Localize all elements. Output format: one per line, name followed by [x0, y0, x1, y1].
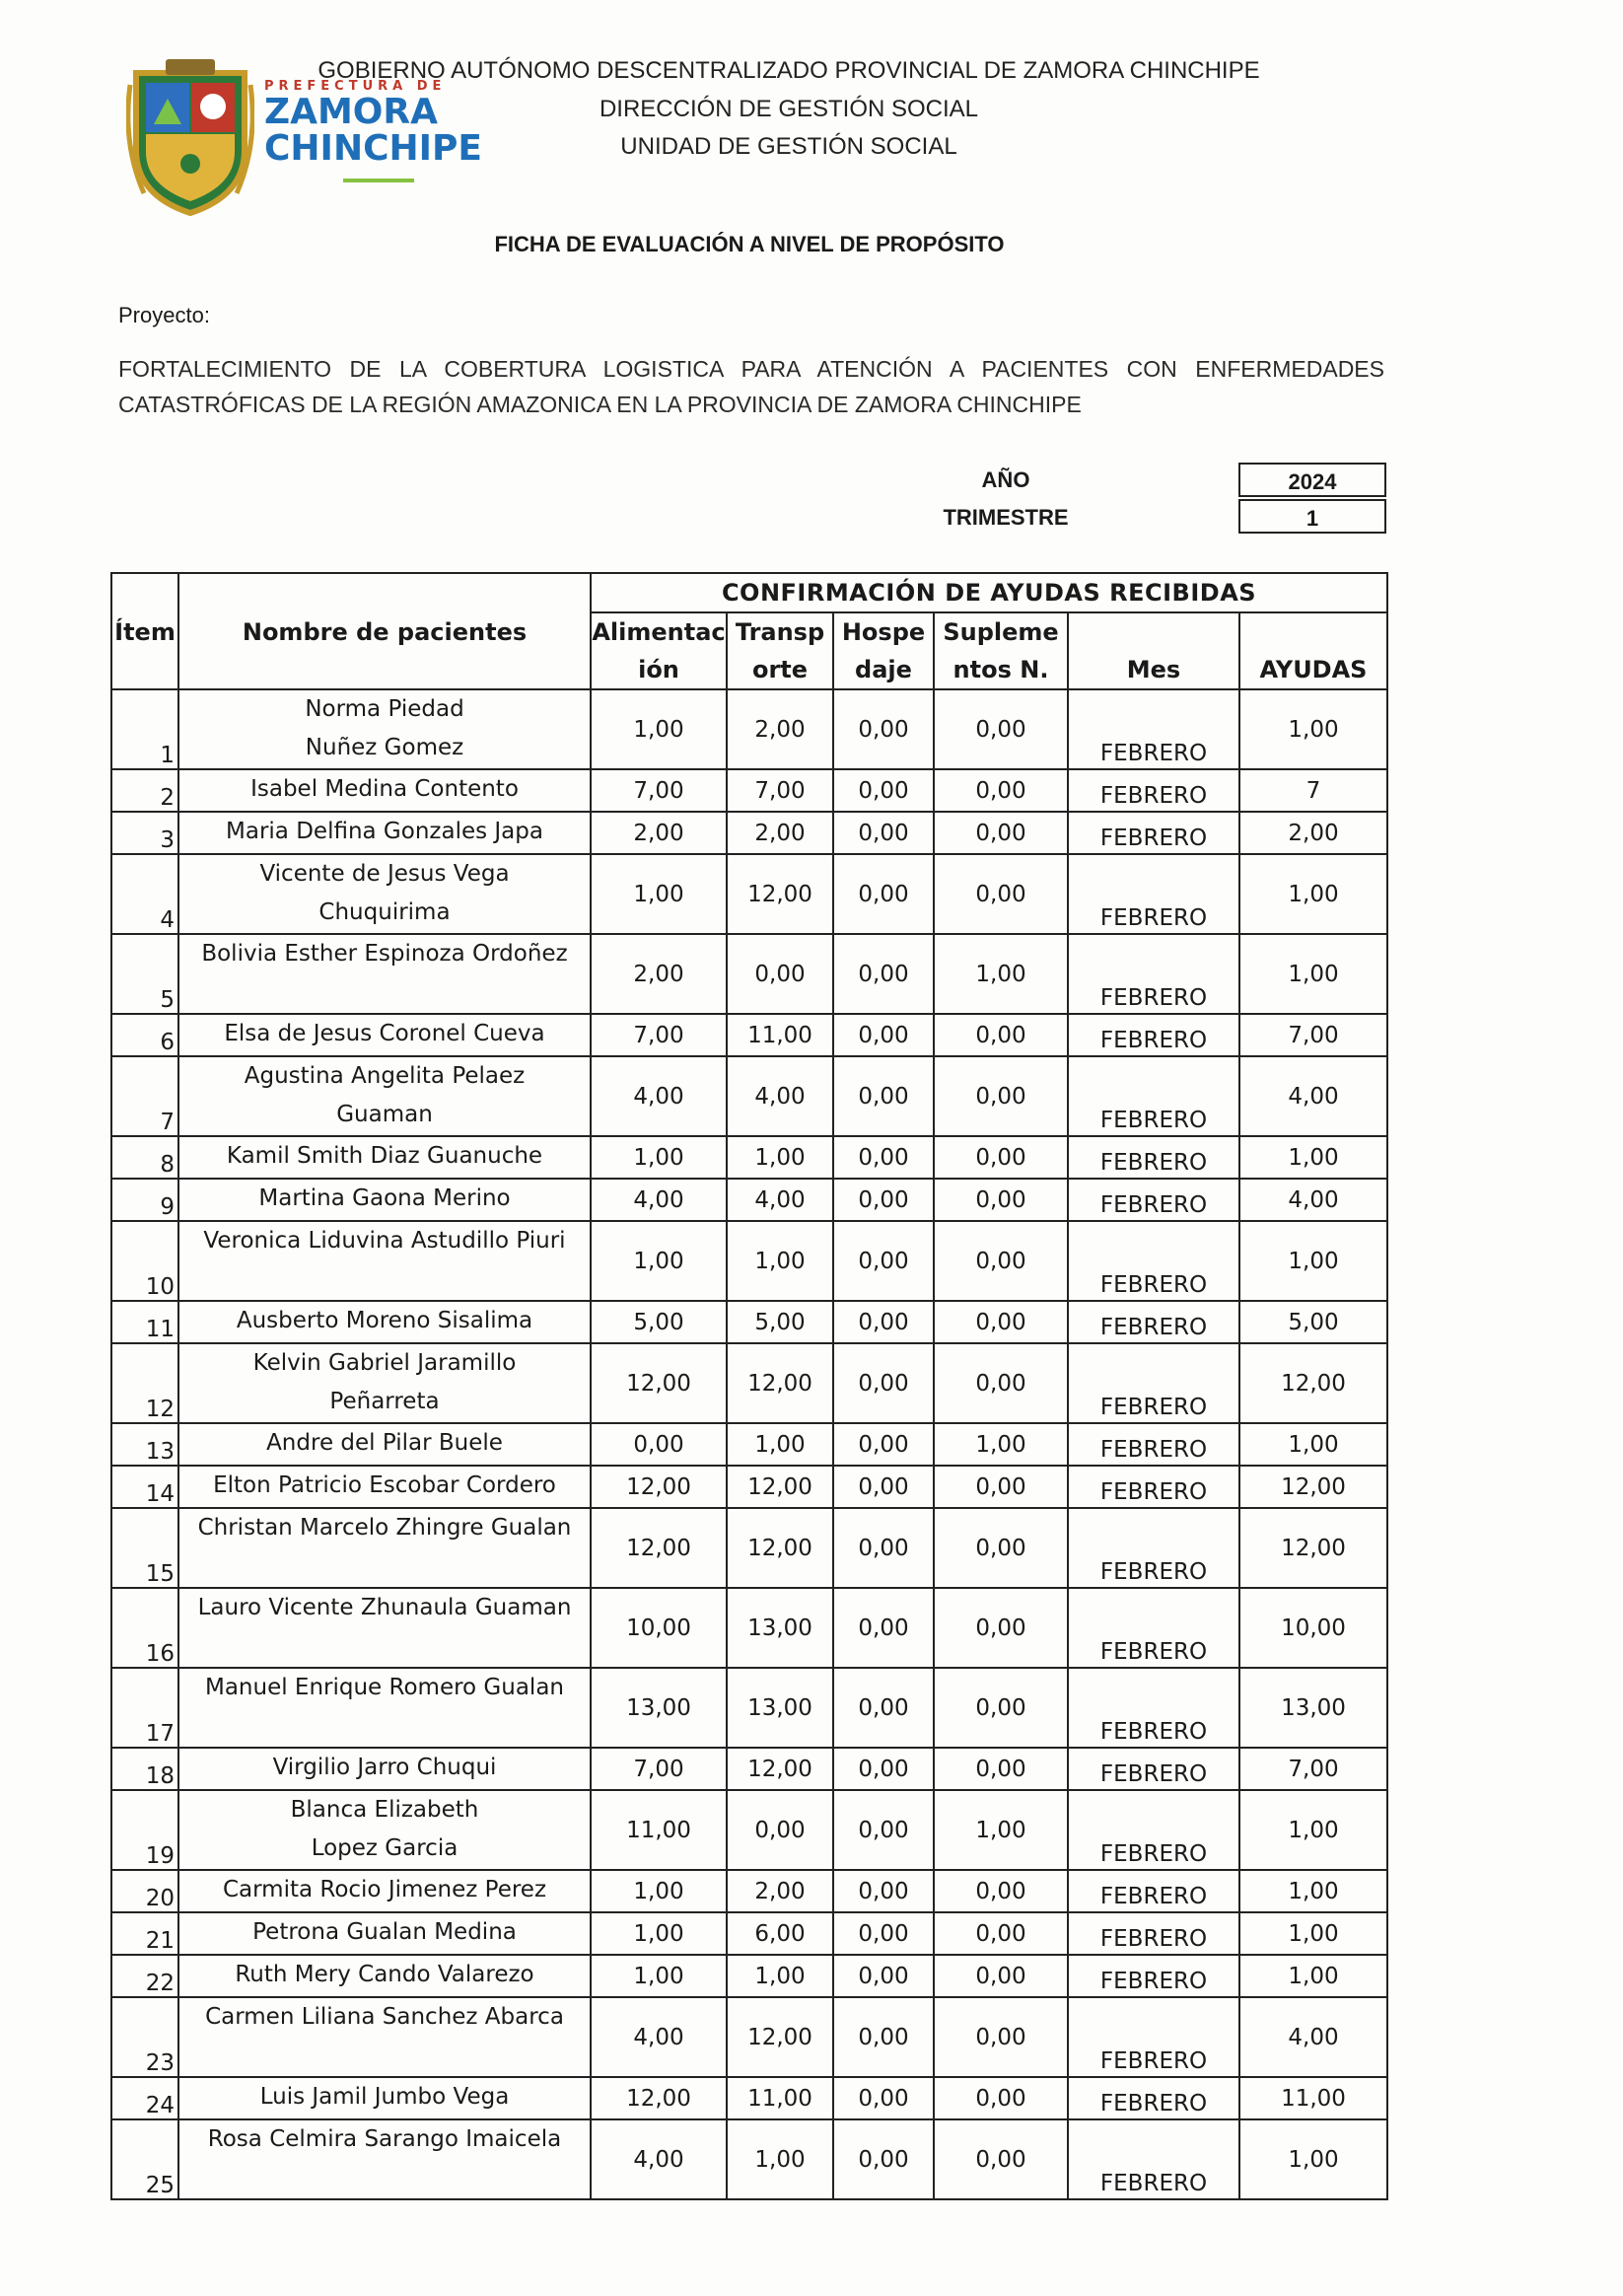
- mes-cell: FEBRERO: [1068, 1466, 1239, 1508]
- patient-name-cell: [178, 1466, 591, 1508]
- hospedaje-cell: 0,00: [833, 1870, 934, 1912]
- ayudas-cell: 1,00: [1239, 1870, 1387, 1912]
- hospedaje-cell: 0,00: [833, 1179, 934, 1221]
- patient-name-line: Peñarreta: [329, 1389, 440, 1414]
- suplementos-cell: 0,00: [934, 1588, 1068, 1668]
- hospedaje-cell: 0,00: [833, 1955, 934, 1997]
- table-row: [111, 1179, 1387, 1221]
- transporte-cell: 12,00: [727, 1466, 833, 1508]
- alimentacion-cell: 4,00: [591, 2119, 727, 2199]
- header-transporte-2: orte: [727, 651, 833, 689]
- hospedaje-cell: 0,00: [833, 689, 934, 769]
- ayudas-cell: 1,00: [1239, 1790, 1387, 1870]
- mes-cell: FEBRERO: [1068, 1136, 1239, 1179]
- mes-cell: FEBRERO: [1068, 1179, 1239, 1221]
- patient-name-line: Elton Patricio Escobar Cordero: [213, 1472, 556, 1498]
- patient-name-line: Andre del Pilar Buele: [266, 1430, 503, 1456]
- prefecture-coat-of-arms: [126, 55, 254, 223]
- header-suplementos-1: Supleme: [934, 612, 1068, 651]
- alimentacion-cell: 2,00: [591, 812, 727, 854]
- transporte-cell: 12,00: [727, 1748, 833, 1790]
- table-row: [111, 769, 1387, 812]
- mes-cell: FEBRERO: [1068, 1912, 1239, 1955]
- header-confirmacion: CONFIRMACIÓN DE AYUDAS RECIBIDAS: [591, 573, 1387, 612]
- mes-cell: FEBRERO: [1068, 854, 1239, 934]
- transporte-cell: 1,00: [727, 1221, 833, 1301]
- item-cell: 7: [111, 1056, 178, 1136]
- patient-name-cell: [178, 1136, 591, 1179]
- ayudas-cell: 13,00: [1239, 1668, 1387, 1748]
- year-value: 2024: [1238, 463, 1386, 497]
- transporte-cell: 13,00: [727, 1668, 833, 1748]
- item-cell: 9: [111, 1179, 178, 1221]
- alimentacion-cell: 1,00: [591, 689, 727, 769]
- patient-name-cell: [178, 934, 591, 1014]
- ayudas-cell: 1,00: [1239, 689, 1387, 769]
- mes-cell: FEBRERO: [1068, 1508, 1239, 1588]
- ayudas-cell: 7,00: [1239, 1014, 1387, 1056]
- item-cell: 11: [111, 1301, 178, 1343]
- table-row: [111, 1997, 1387, 2077]
- patient-name-line: Virgilio Jarro Chuqui: [272, 1755, 497, 1780]
- item-cell: 18: [111, 1748, 178, 1790]
- suplementos-cell: 0,00: [934, 1668, 1068, 1748]
- suplementos-cell: 0,00: [934, 812, 1068, 854]
- table-row: [111, 1301, 1387, 1343]
- mes-cell: FEBRERO: [1068, 1343, 1239, 1423]
- alimentacion-cell: 12,00: [591, 1466, 727, 1508]
- hospedaje-cell: 0,00: [833, 1466, 934, 1508]
- patient-name-cell: [178, 2077, 591, 2119]
- suplementos-cell: 0,00: [934, 2119, 1068, 2199]
- patient-name-cell: [178, 1870, 591, 1912]
- hospedaje-cell: 0,00: [833, 934, 934, 1014]
- year-label: AÑO: [981, 467, 1030, 492]
- logo-wordmark: [264, 79, 482, 182]
- patient-name-cell: [178, 1301, 591, 1343]
- suplementos-cell: 0,00: [934, 1343, 1068, 1423]
- alimentacion-cell: 1,00: [591, 1136, 727, 1179]
- item-cell: 10: [111, 1221, 178, 1301]
- hospedaje-cell: 0,00: [833, 1343, 934, 1423]
- patient-name-line: Kamil Smith Diaz Guanuche: [226, 1143, 543, 1169]
- ayudas-cell: 1,00: [1239, 1136, 1387, 1179]
- mes-cell: FEBRERO: [1068, 1955, 1239, 1997]
- patient-name-cell: [178, 1343, 591, 1423]
- alimentacion-cell: 1,00: [591, 1870, 727, 1912]
- table-row: [111, 1790, 1387, 1870]
- mes-cell: FEBRERO: [1068, 1014, 1239, 1056]
- alimentacion-cell: 12,00: [591, 2077, 727, 2119]
- mes-cell: FEBRERO: [1068, 1668, 1239, 1748]
- ayudas-cell: 5,00: [1239, 1301, 1387, 1343]
- hospedaje-cell: 0,00: [833, 2077, 934, 2119]
- hospedaje-cell: 0,00: [833, 1301, 934, 1343]
- header-ayudas: AYUDAS: [1239, 651, 1387, 689]
- table-row: [111, 934, 1387, 1014]
- logo-name-zamora: ZAMORA: [264, 92, 438, 132]
- transporte-cell: 0,00: [727, 1790, 833, 1870]
- mes-cell: FEBRERO: [1068, 934, 1239, 1014]
- quarter-label: TRIMESTRE: [943, 505, 1069, 530]
- ayudas-cell: 4,00: [1239, 1179, 1387, 1221]
- suplementos-cell: 0,00: [934, 1748, 1068, 1790]
- header-alimentacion-1: Alimentac: [591, 612, 727, 651]
- patient-name-cell: [178, 1221, 591, 1301]
- suplementos-cell: 0,00: [934, 1997, 1068, 2077]
- patient-name-cell: [178, 1748, 591, 1790]
- item-cell: 20: [111, 1870, 178, 1912]
- suplementos-cell: 0,00: [934, 1056, 1068, 1136]
- header-item: Ítem: [111, 612, 178, 651]
- alimentacion-cell: 1,00: [591, 854, 727, 934]
- table-row: [111, 1588, 1387, 1668]
- hospedaje-cell: 0,00: [833, 1014, 934, 1056]
- table-row: [111, 1014, 1387, 1056]
- hospedaje-cell: 0,00: [833, 1668, 934, 1748]
- alimentacion-cell: 4,00: [591, 1056, 727, 1136]
- logo-underline: [343, 179, 414, 182]
- transporte-cell: 12,00: [727, 1508, 833, 1588]
- hospedaje-cell: 0,00: [833, 1136, 934, 1179]
- hospedaje-cell: 0,00: [833, 1508, 934, 1588]
- ayudas-cell: 1,00: [1239, 854, 1387, 934]
- patient-name-line: Guaman: [336, 1102, 433, 1127]
- suplementos-cell: 0,00: [934, 1508, 1068, 1588]
- hospedaje-cell: 0,00: [833, 1748, 934, 1790]
- item-cell: 12: [111, 1343, 178, 1423]
- transporte-cell: 1,00: [727, 1423, 833, 1466]
- table-row: [111, 1508, 1387, 1588]
- item-cell: 21: [111, 1912, 178, 1955]
- table-header: [111, 573, 1387, 689]
- item-cell: 19: [111, 1790, 178, 1870]
- transporte-cell: 7,00: [727, 769, 833, 812]
- table-row: [111, 1955, 1387, 1997]
- hospedaje-cell: 0,00: [833, 769, 934, 812]
- patient-name-cell: [178, 1056, 591, 1136]
- alimentacion-cell: 7,00: [591, 1748, 727, 1790]
- patient-name-cell: [178, 1508, 591, 1588]
- ayudas-cell: 12,00: [1239, 1466, 1387, 1508]
- table-row: [111, 1466, 1387, 1508]
- patient-name-line: Lopez Garcia: [311, 1835, 459, 1861]
- item-cell: 15: [111, 1508, 178, 1588]
- patient-name-line: Ruth Mery Cando Valarezo: [235, 1962, 534, 1987]
- transporte-cell: 13,00: [727, 1588, 833, 1668]
- patient-name-line: Elsa de Jesus Coronel Cueva: [224, 1021, 545, 1046]
- patient-name-cell: [178, 2119, 591, 2199]
- transporte-cell: 11,00: [727, 1014, 833, 1056]
- ayudas-cell: 11,00: [1239, 2077, 1387, 2119]
- project-description: FORTALECIMIENTO DE LA COBERTURA LOGISTICA PARA ATENCIÓN A PACIENTES CON ENFERMEDADES CATASTRÓFICAS DE LA REGIÓN AMAZONICA EN LA PROVINCIA DE ZAMORA CHINCHIPE: [118, 356, 1384, 417]
- header-line-1: GOBIERNO AUTÓNOMO DESCENTRALIZADO PROVINCIAL DE ZAMORA CHINCHIPE: [318, 57, 1260, 84]
- table-row: [111, 854, 1387, 934]
- table-row: [111, 2077, 1387, 2119]
- patient-name-cell: [178, 812, 591, 854]
- transporte-cell: 12,00: [727, 854, 833, 934]
- patient-name-cell: [178, 1423, 591, 1466]
- alimentacion-cell: 1,00: [591, 1912, 727, 1955]
- header-suplementos-2: ntos N.: [934, 651, 1068, 689]
- table-row: [111, 1056, 1387, 1136]
- item-cell: 23: [111, 1997, 178, 2077]
- alimentacion-cell: 12,00: [591, 1343, 727, 1423]
- transporte-cell: 5,00: [727, 1301, 833, 1343]
- alimentacion-cell: 1,00: [591, 1955, 727, 1997]
- item-cell: 6: [111, 1014, 178, 1056]
- quarter-value: 1: [1238, 499, 1386, 534]
- alimentacion-cell: 11,00: [591, 1790, 727, 1870]
- item-cell: 25: [111, 2119, 178, 2199]
- alimentacion-cell: 2,00: [591, 934, 727, 1014]
- alimentacion-cell: 13,00: [591, 1668, 727, 1748]
- ayudas-cell: 2,00: [1239, 812, 1387, 854]
- patient-name-line: Vicente de Jesus Vega: [259, 861, 510, 887]
- item-cell: 13: [111, 1423, 178, 1466]
- alimentacion-cell: 7,00: [591, 1014, 727, 1056]
- patient-name-line: Martina Gaona Merino: [258, 1185, 511, 1211]
- hospedaje-cell: 0,00: [833, 1997, 934, 2077]
- suplementos-cell: 0,00: [934, 1136, 1068, 1179]
- ayudas-cell: 1,00: [1239, 1955, 1387, 1997]
- table-row: [111, 1136, 1387, 1179]
- hospedaje-cell: 0,00: [833, 812, 934, 854]
- mes-cell: FEBRERO: [1068, 1423, 1239, 1466]
- patient-name-cell: [178, 1668, 591, 1748]
- mes-cell: FEBRERO: [1068, 1790, 1239, 1870]
- table-row: [111, 1748, 1387, 1790]
- table-row: [111, 1343, 1387, 1423]
- hospedaje-cell: 0,00: [833, 1588, 934, 1668]
- mes-cell: FEBRERO: [1068, 1056, 1239, 1136]
- mes-cell: FEBRERO: [1068, 1588, 1239, 1668]
- logo-prefix: PREFECTURA DE: [264, 79, 447, 94]
- patient-name-line: Norma Piedad: [305, 696, 464, 722]
- mes-cell: FEBRERO: [1068, 2119, 1239, 2199]
- table-body: [111, 689, 1387, 2199]
- ayudas-cell: 1,00: [1239, 2119, 1387, 2199]
- alimentacion-cell: 4,00: [591, 1179, 727, 1221]
- suplementos-cell: 0,00: [934, 1014, 1068, 1056]
- table-row: [111, 1221, 1387, 1301]
- patient-name-cell: [178, 1588, 591, 1668]
- alimentacion-cell: 4,00: [591, 1997, 727, 2077]
- ayudas-cell: 12,00: [1239, 1343, 1387, 1423]
- item-cell: 14: [111, 1466, 178, 1508]
- mes-cell: FEBRERO: [1068, 1870, 1239, 1912]
- alimentacion-cell: 10,00: [591, 1588, 727, 1668]
- suplementos-cell: 0,00: [934, 1179, 1068, 1221]
- patient-name-line: Lauro Vicente Zhunaula Guaman: [197, 1595, 572, 1620]
- header-hospedaje-1: Hospe: [833, 612, 934, 651]
- hospedaje-cell: 0,00: [833, 1423, 934, 1466]
- ayudas-cell: 7: [1239, 769, 1387, 812]
- mes-cell: FEBRERO: [1068, 1997, 1239, 2077]
- suplementos-cell: 0,00: [934, 1221, 1068, 1301]
- header-line-2: DIRECCIÓN DE GESTIÓN SOCIAL: [599, 96, 979, 122]
- table-row: [111, 1912, 1387, 1955]
- patient-name-cell: [178, 1014, 591, 1056]
- item-cell: 17: [111, 1668, 178, 1748]
- patient-name-line: Chuquirima: [318, 899, 451, 925]
- transporte-cell: 0,00: [727, 934, 833, 1014]
- patients-table: [110, 572, 1388, 2200]
- patient-name-cell: [178, 769, 591, 812]
- table-row: [111, 1870, 1387, 1912]
- item-cell: 2: [111, 769, 178, 812]
- suplementos-cell: 0,00: [934, 1466, 1068, 1508]
- ayudas-cell: 4,00: [1239, 1056, 1387, 1136]
- item-cell: 16: [111, 1588, 178, 1668]
- suplementos-cell: 0,00: [934, 689, 1068, 769]
- transporte-cell: 12,00: [727, 1997, 833, 2077]
- ayudas-cell: 1,00: [1239, 934, 1387, 1014]
- transporte-cell: 1,00: [727, 2119, 833, 2199]
- table-row: [111, 1668, 1387, 1748]
- patient-name-cell: [178, 1179, 591, 1221]
- table-row: [111, 689, 1387, 769]
- item-cell: 1: [111, 689, 178, 769]
- transporte-cell: 1,00: [727, 1955, 833, 1997]
- patient-name-line: Maria Delfina Gonzales Japa: [226, 819, 543, 844]
- patient-name-line: Manuel Enrique Romero Gualan: [204, 1675, 564, 1700]
- patient-name-line: Ausberto Moreno Sisalima: [236, 1308, 533, 1333]
- patient-name-line: Carmen Liliana Sanchez Abarca: [205, 2004, 564, 2030]
- transporte-cell: 2,00: [727, 812, 833, 854]
- suplementos-cell: 0,00: [934, 1870, 1068, 1912]
- mes-cell: FEBRERO: [1068, 769, 1239, 812]
- suplementos-cell: 1,00: [934, 934, 1068, 1014]
- ayudas-cell: 10,00: [1239, 1588, 1387, 1668]
- suplementos-cell: 0,00: [934, 2077, 1068, 2119]
- patient-name-cell: [178, 1997, 591, 2077]
- ayudas-cell: 7,00: [1239, 1748, 1387, 1790]
- transporte-cell: 6,00: [727, 1912, 833, 1955]
- item-cell: 22: [111, 1955, 178, 1997]
- ayudas-cell: 4,00: [1239, 1997, 1387, 2077]
- project-label: Proyecto:: [118, 303, 210, 327]
- patient-name-cell: [178, 1912, 591, 1955]
- transporte-cell: 2,00: [727, 1870, 833, 1912]
- mes-cell: FEBRERO: [1068, 1221, 1239, 1301]
- suplementos-cell: 0,00: [934, 854, 1068, 934]
- suplementos-cell: 0,00: [934, 1301, 1068, 1343]
- header-alimentacion-2: ión: [591, 651, 727, 689]
- suplementos-cell: 1,00: [934, 1423, 1068, 1466]
- patient-name-cell: [178, 1790, 591, 1870]
- hospedaje-cell: 0,00: [833, 1912, 934, 1955]
- alimentacion-cell: 0,00: [591, 1423, 727, 1466]
- header-name: Nombre de pacientes: [178, 612, 591, 651]
- table-row: [111, 1423, 1387, 1466]
- table-row: [111, 812, 1387, 854]
- patient-name-line: Nuñez Gomez: [305, 735, 464, 760]
- mes-cell: FEBRERO: [1068, 812, 1239, 854]
- suplementos-cell: 0,00: [934, 1912, 1068, 1955]
- header-line-3: UNIDAD DE GESTIÓN SOCIAL: [620, 133, 957, 160]
- patient-name-line: Blanca Elizabeth: [290, 1797, 479, 1823]
- item-cell: 24: [111, 2077, 178, 2119]
- patient-name-line: Bolivia Esther Espinoza Ordoñez: [201, 941, 568, 967]
- patient-name-line: Rosa Celmira Sarango Imaicela: [207, 2126, 562, 2152]
- alimentacion-cell: 7,00: [591, 769, 727, 812]
- patient-name-line: Agustina Angelita Pelaez: [244, 1063, 526, 1089]
- hospedaje-cell: 0,00: [833, 1221, 934, 1301]
- transporte-cell: 4,00: [727, 1179, 833, 1221]
- header-mes: Mes: [1068, 651, 1239, 689]
- header-transporte-1: Transp: [727, 612, 833, 651]
- hospedaje-cell: 0,00: [833, 854, 934, 934]
- patient-name-line: Kelvin Gabriel Jaramillo: [252, 1350, 517, 1376]
- item-cell: 4: [111, 854, 178, 934]
- patient-name-line: Petrona Gualan Medina: [252, 1919, 517, 1945]
- page-title: FICHA DE EVALUACIÓN A NIVEL DE PROPÓSITO: [494, 232, 1005, 256]
- hospedaje-cell: 0,00: [833, 1790, 934, 1870]
- alimentacion-cell: 1,00: [591, 1221, 727, 1301]
- alimentacion-cell: 5,00: [591, 1301, 727, 1343]
- ayudas-cell: 1,00: [1239, 1912, 1387, 1955]
- suplementos-cell: 0,00: [934, 769, 1068, 812]
- transporte-cell: 4,00: [727, 1056, 833, 1136]
- patient-name-line: Christan Marcelo Zhingre Gualan: [197, 1515, 572, 1541]
- transporte-cell: 11,00: [727, 2077, 833, 2119]
- mes-cell: FEBRERO: [1068, 2077, 1239, 2119]
- transporte-cell: 1,00: [727, 1136, 833, 1179]
- mes-cell: FEBRERO: [1068, 689, 1239, 769]
- patient-name-line: Carmita Rocio Jimenez Perez: [222, 1877, 547, 1902]
- patient-name-cell: [178, 1955, 591, 1997]
- table-row: [111, 2119, 1387, 2199]
- suplementos-cell: 0,00: [934, 1955, 1068, 1997]
- item-cell: 3: [111, 812, 178, 854]
- hospedaje-cell: 0,00: [833, 1056, 934, 1136]
- suplementos-cell: 1,00: [934, 1790, 1068, 1870]
- transporte-cell: 12,00: [727, 1343, 833, 1423]
- logo-name-chinchipe: CHINCHIPE: [264, 128, 482, 169]
- patient-name-line: Isabel Medina Contento: [250, 776, 519, 802]
- patient-name-line: Veronica Liduvina Astudillo Piuri: [203, 1228, 566, 1254]
- patient-name-cell: [178, 854, 591, 934]
- header-hospedaje-2: daje: [833, 651, 934, 689]
- ayudas-cell: 1,00: [1239, 1423, 1387, 1466]
- mes-cell: FEBRERO: [1068, 1748, 1239, 1790]
- hospedaje-cell: 0,00: [833, 2119, 934, 2199]
- ayudas-cell: 12,00: [1239, 1508, 1387, 1588]
- item-cell: 8: [111, 1136, 178, 1179]
- item-cell: 5: [111, 934, 178, 1014]
- transporte-cell: 2,00: [727, 689, 833, 769]
- alimentacion-cell: 12,00: [591, 1508, 727, 1588]
- mes-cell: FEBRERO: [1068, 1301, 1239, 1343]
- patient-name-line: Luis Jamil Jumbo Vega: [259, 2084, 510, 2110]
- patient-name-cell: [178, 689, 591, 769]
- ayudas-cell: 1,00: [1239, 1221, 1387, 1301]
